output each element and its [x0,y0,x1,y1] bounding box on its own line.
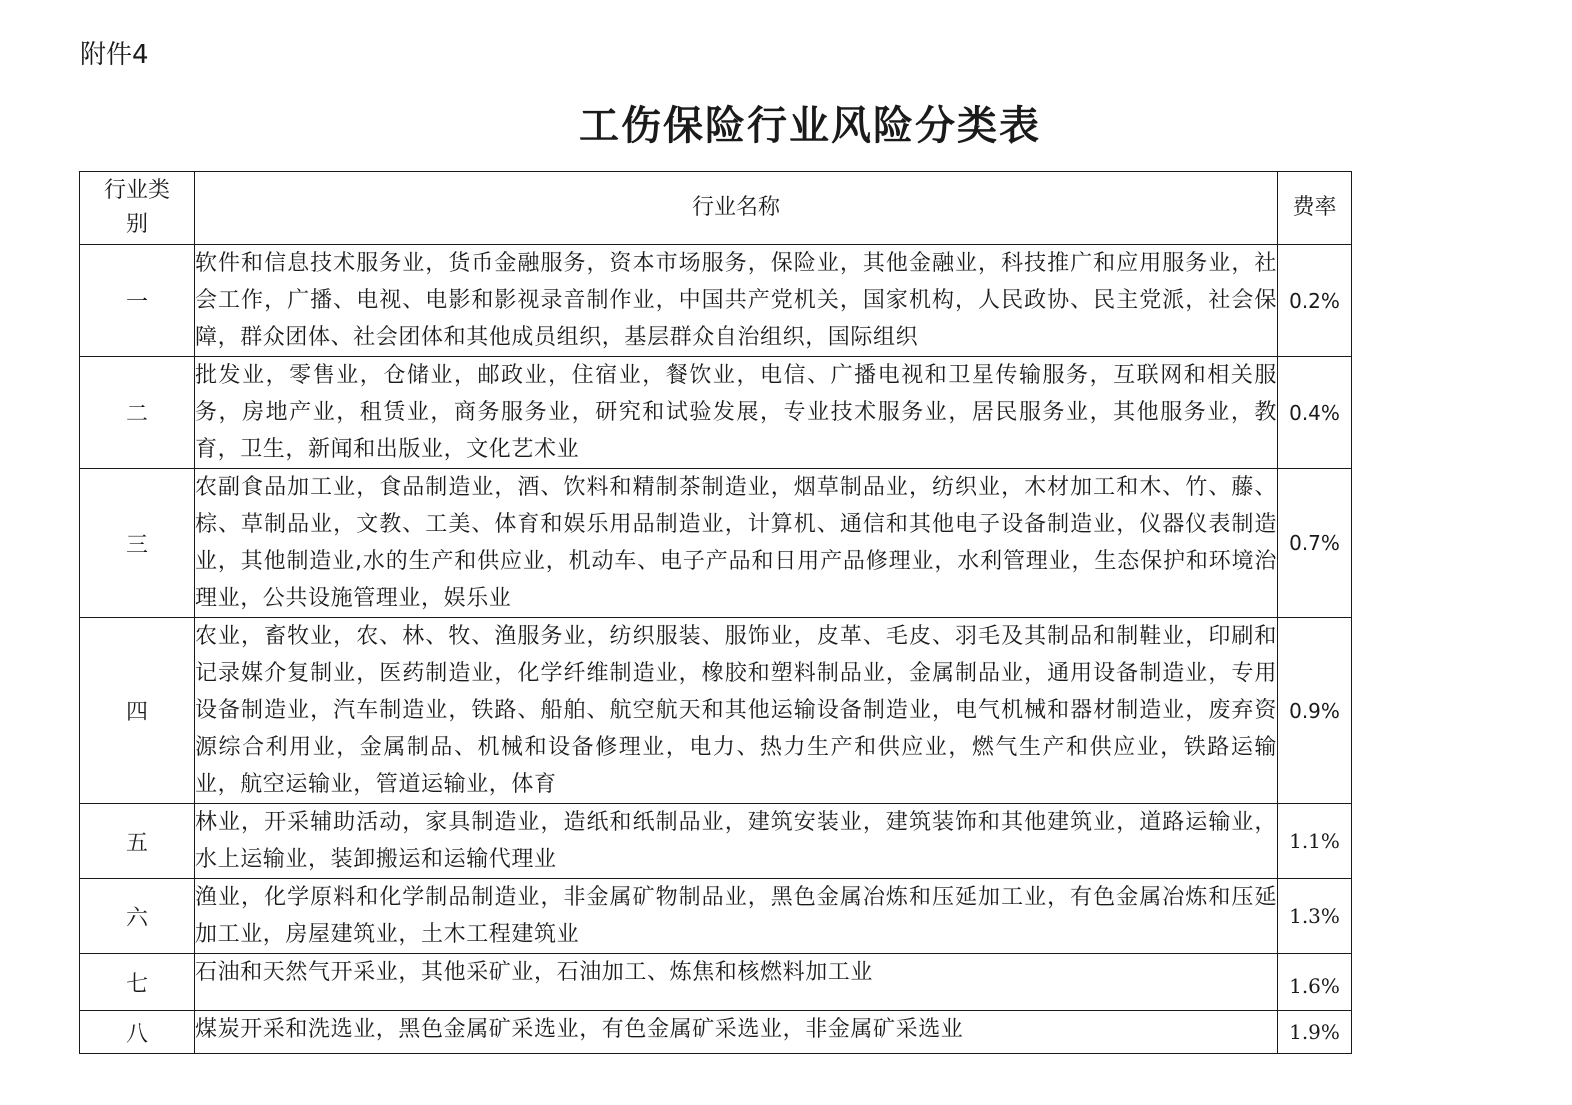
header-rate: 费率 [1278,172,1352,245]
table-row [80,954,1352,1011]
attachment-label: 附件4 [80,40,149,70]
row-industry-names: 软件和信息技术服务业，货币金融服务，资本市场服务，保险业，其他金融业，科技推广和应用服务业，社会工作，广播、电视、电影和影视录音制作业，中国共产党机关，国家机构，人民政协、民主党派，社会保障，群众团体、社会团体和其他成员组织，基层群众自治组织，国际组织 [195,245,1278,357]
row-rate: 1.1% [1278,804,1352,879]
row-category: 二 [80,357,195,469]
table-header-row [80,172,1352,245]
row-industry-names: 渔业，化学原料和化学制品制造业，非金属矿物制品业，黑色金属冶炼和压延加工业，有色金属冶炼和压延加工业，房屋建筑业，土木工程建筑业 [195,879,1278,954]
row-industry-names: 农副食品加工业，食品制造业，酒、饮料和精制茶制造业，烟草制品业，纺织业，木材加工和木、竹、藤、棕、草制品业，文教、工美、体育和娱乐用品制造业，计算机、通信和其他电子设备制造业，仪器仪表制造业，其他制造业,水的生产和供应业，机动车、电子产品和日用产品修理业，水利管理业，生态保护和环境治理业，公共设施管理业，娱乐业 [195,469,1278,618]
page-title: 工伤保险行业风险分类表 [579,102,1041,149]
table-row [80,469,1352,618]
table-row [80,879,1352,954]
row-category: 五 [80,804,195,879]
table-row [80,804,1352,879]
row-industry-names: 林业，开采辅助活动，家具制造业，造纸和纸制品业，建筑安装业，建筑装饰和其他建筑业，道路运输业，水上运输业，装卸搬运和运输代理业 [195,804,1278,879]
header-name: 行业名称 [195,172,1278,245]
risk-classification-table [79,171,1352,1054]
row-category: 四 [80,618,195,804]
table-row [80,618,1352,804]
header-category: 行业类别 [80,172,195,245]
row-rate: 1.3% [1278,879,1352,954]
row-industry-names: 批发业，零售业，仓储业，邮政业，住宿业，餐饮业，电信、广播电视和卫星传输服务，互联网和相关服务，房地产业，租赁业，商务服务业，研究和试验发展，专业技术服务业，居民服务业，其他服务业，教育，卫生，新闻和出版业，文化艺术业 [195,357,1278,469]
row-rate: 0.4% [1278,357,1352,469]
row-rate: 0.9% [1278,618,1352,804]
row-industry-names: 石油和天然气开采业，其他采矿业，石油加工、炼焦和核燃料加工业 [195,954,1278,1011]
row-category: 三 [80,469,195,618]
table-row [80,357,1352,469]
row-industry-names: 煤炭开采和洗选业，黑色金属矿采选业，有色金属矿采选业，非金属矿采选业 [195,1011,1278,1054]
row-rate: 1.6% [1278,954,1352,1011]
row-rate: 0.7% [1278,469,1352,618]
row-rate: 1.9% [1278,1011,1352,1054]
row-category: 六 [80,879,195,954]
table-row [80,1011,1352,1054]
row-category: 一 [80,245,195,357]
table-row [80,245,1352,357]
row-category: 八 [80,1011,195,1054]
row-rate: 0.2% [1278,245,1352,357]
row-industry-names: 农业，畜牧业，农、林、牧、渔服务业，纺织服装、服饰业，皮革、毛皮、羽毛及其制品和制鞋业，印刷和记录媒介复制业，医药制造业，化学纤维制造业，橡胶和塑料制品业，金属制品业，通用设备制造业，专用设备制造业，汽车制造业，铁路、船舶、航空航天和其他运输设备制造业，电气机械和器材制造业，废弃资源综合利用业，金属制品、机械和设备修理业，电力、热力生产和供应业，燃气生产和供应业，铁路运输业，航空运输业，管道运输业，体育 [195,618,1278,804]
row-category: 七 [80,954,195,1011]
